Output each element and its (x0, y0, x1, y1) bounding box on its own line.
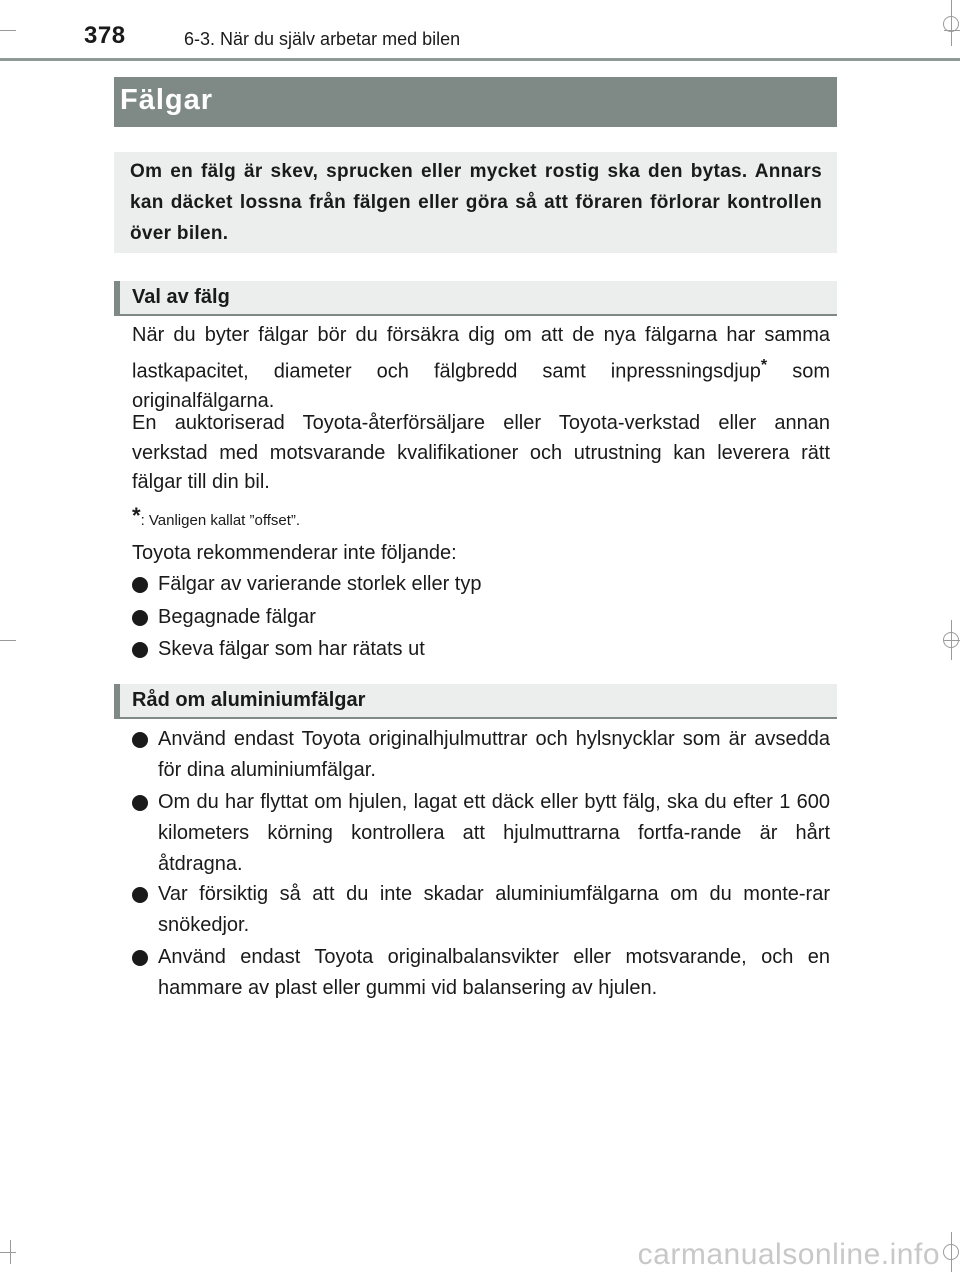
bullet-icon (132, 887, 148, 903)
bullet-icon (132, 732, 148, 748)
bullet-icon (132, 795, 148, 811)
bullet-icon (132, 610, 148, 626)
recommend-intro: Toyota rekommenderar inte följande: (132, 542, 457, 564)
page-number: 378 (84, 22, 126, 49)
crop-mark (10, 1240, 11, 1264)
footnote: *: Vanligen kallat ”offset”. (132, 503, 301, 529)
chapter-title: 6-3. När du själv arbetar med bilen (184, 29, 461, 49)
crop-mark (951, 620, 952, 660)
crop-mark (0, 1252, 16, 1253)
section-title-val-av-falg: Val av fälg (132, 286, 230, 308)
bullet-icon (132, 577, 148, 593)
intro-text: Om en fälg är skev, sprucken eller mycket rostig ska den bytas. Annars kan däcket lossna från fälgen eller göra så att föraren förlorar kontrollen över bilen. (130, 161, 822, 244)
bullet-icon (132, 950, 148, 966)
section-title-aluminium: Råd om aluminiumfälgar (132, 689, 366, 711)
footnote-asterisk: * (132, 503, 141, 528)
title-bar (114, 77, 837, 127)
bullet-icon (132, 642, 148, 658)
page-header (0, 0, 960, 62)
page-title: Fälgar (120, 84, 214, 116)
crop-mark (951, 1232, 952, 1272)
paragraph-rim-selection: När du byter fälgar bör du försäkra dig om att de nya fälgarna har samma lastkapacitet, diameter och fälgbredd samt inpressningsdjup* som originalfälgarna. (132, 324, 830, 412)
crop-mark (0, 640, 16, 641)
paragraph-dealer: En auktoriserad Toyota-återförsäljare eller Toyota-verkstad eller annan verkstad med motsvarande kvalifikationer och utrustning kan leverera rätt fälgar till din bil. (132, 412, 830, 493)
header-divider (0, 58, 960, 61)
watermark: carmanualsonline.info (637, 1238, 940, 1271)
footnote-reference: * (760, 356, 768, 374)
